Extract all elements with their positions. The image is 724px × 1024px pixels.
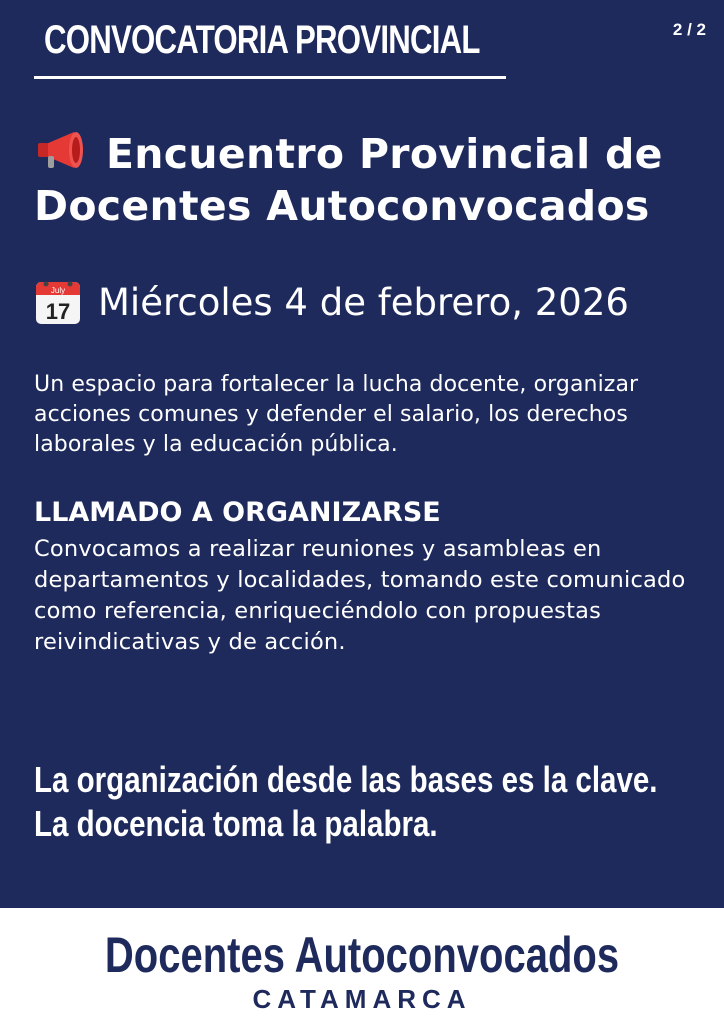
header-title: CONVOCATORIA PROVINCIAL — [44, 18, 480, 62]
event-title — [34, 128, 714, 232]
call-body: Convocamos a realizar reuniones y asambleas en departamentos y localidades, tomando este comunicado como referencia, enriqueciéndolo con propuestas reivindicativas y de acción. — [34, 536, 686, 655]
calendar-icon — [34, 278, 82, 326]
page-indicator: 2 / 2 — [672, 20, 706, 39]
calendar-day: 17 — [45, 299, 71, 324]
event-date: Miércoles 4 de febrero, 2026 — [98, 280, 629, 324]
footer — [0, 908, 724, 1024]
header-underline — [34, 76, 506, 79]
closing-message — [34, 758, 658, 846]
date-row — [34, 278, 629, 326]
closing-line-1: La organización desde las bases es la clave. — [34, 759, 658, 800]
footer-title: Docentes Autoconvocados — [104, 927, 620, 983]
footer-subtitle: CATAMARCA — [252, 984, 472, 1014]
megaphone-icon — [34, 128, 92, 172]
closing-line-2: La docencia toma la palabra. — [34, 803, 438, 844]
description: Un espacio para fortalecer la lucha docente, organizar acciones comunes y defender el salario, los derechos laborales y la educación pública. — [34, 372, 639, 457]
event-title-text: Encuentro Provincial de Docentes Autoconvocados — [34, 130, 663, 230]
calendar-month: July — [50, 286, 66, 295]
call-heading: LLAMADO A ORGANIZARSE — [34, 497, 441, 528]
